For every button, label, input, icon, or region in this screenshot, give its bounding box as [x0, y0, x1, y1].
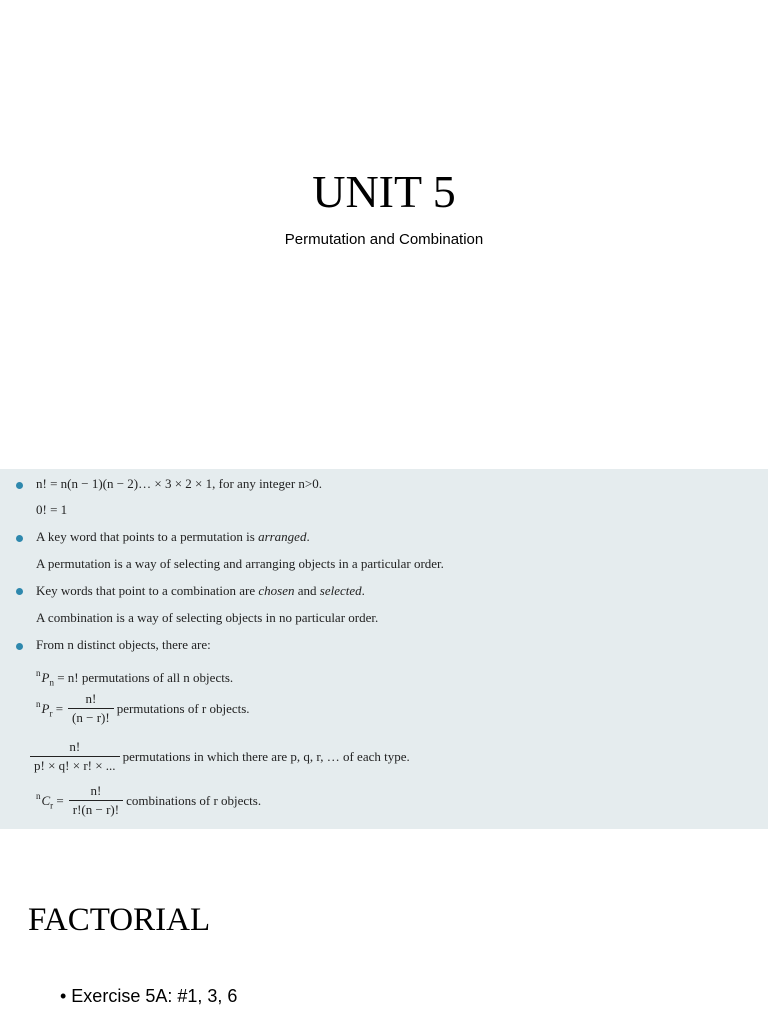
keyword-arranged: arranged — [258, 529, 307, 544]
keyword-chosen: chosen — [258, 583, 295, 598]
combination-keywords-text: Key words that point to a combination are — [36, 583, 259, 598]
combination-keywords — [36, 583, 365, 599]
formula-npn-p: P — [41, 670, 50, 685]
formula-npr-sub: r — [49, 708, 53, 719]
formula-ncr-text: combinations of r objects. — [126, 792, 262, 808]
keyword-selected: selected — [319, 583, 362, 598]
exercise-bullet: • Exercise 5A: #1, 3, 6 — [60, 986, 238, 1006]
formula-npr-p: P — [41, 700, 50, 716]
formula-multiset — [30, 739, 410, 774]
formula-npn-text: = n! permutations of all n objects. — [53, 670, 234, 685]
bullet-dot-3 — [16, 588, 23, 595]
formula-npr-denominator: (n − r)! — [72, 710, 110, 725]
formula-ncr — [36, 783, 261, 818]
permutation-keyword — [36, 529, 310, 545]
formula-ncr-denominator: r!(n − r)! — [72, 802, 120, 817]
bullet-dot-4 — [16, 643, 23, 650]
formula-ncr-sub: r — [50, 800, 54, 811]
factorial-definition: n! = n(n − 1)(n − 2)… × 3 × 2 × 1, for any integer n>0. — [36, 476, 322, 491]
formula-multiset-numerator: n! — [30, 739, 120, 757]
combination-keywords-and: and — [294, 583, 320, 598]
formula-npr-numerator: n! — [68, 691, 114, 709]
formula-npn — [36, 665, 233, 691]
combination-definition: A combination is a way of selecting objects in no particular order. — [36, 610, 379, 625]
slide-title: UNIT 5 — [312, 166, 456, 217]
formula-npr — [36, 691, 250, 726]
permutation-definition: A permutation is a way of selecting and arranging objects in a particular order. — [36, 556, 444, 571]
section-heading: FACTORIAL — [28, 902, 211, 938]
formula-npr-sup: n — [36, 698, 41, 709]
distinct-objects-intro: From n distinct objects, there are: — [36, 637, 211, 652]
formula-box — [0, 469, 768, 829]
formula-npr-fraction — [68, 691, 114, 726]
slide-subtitle: Permutation and Combination — [284, 231, 484, 248]
bullet-dot-2 — [16, 535, 23, 542]
bullet-dot-1 — [16, 482, 23, 489]
formula-ncr-fraction — [69, 783, 123, 818]
permutation-keyword-text: A key word that points to a permutation is — [36, 529, 259, 544]
permutation-keyword-end: . — [306, 529, 310, 544]
formula-npr-lhs: $^nP_r$ = — [36, 698, 64, 719]
formula-npr-text: permutations of r objects. — [116, 700, 250, 716]
formula-ncr-sup: n — [36, 790, 41, 801]
formula-multiset-text: permutations in which there are p, q, r, … of each type. — [122, 748, 410, 764]
formula-npn-sub: n — [49, 677, 54, 688]
formula-ncr-lhs: $^nC_r$ = — [36, 790, 64, 811]
zero-factorial: 0! = 1 — [36, 502, 68, 517]
formula-multiset-denominator: p! × q! × r! × ... — [34, 758, 116, 773]
formula-ncr-numerator: n! — [69, 783, 123, 801]
combination-keywords-end: . — [361, 583, 365, 598]
formula-multiset-fraction — [30, 739, 120, 774]
formula-npn-sup: n — [36, 668, 41, 678]
formula-ncr-c: C — [41, 792, 51, 808]
